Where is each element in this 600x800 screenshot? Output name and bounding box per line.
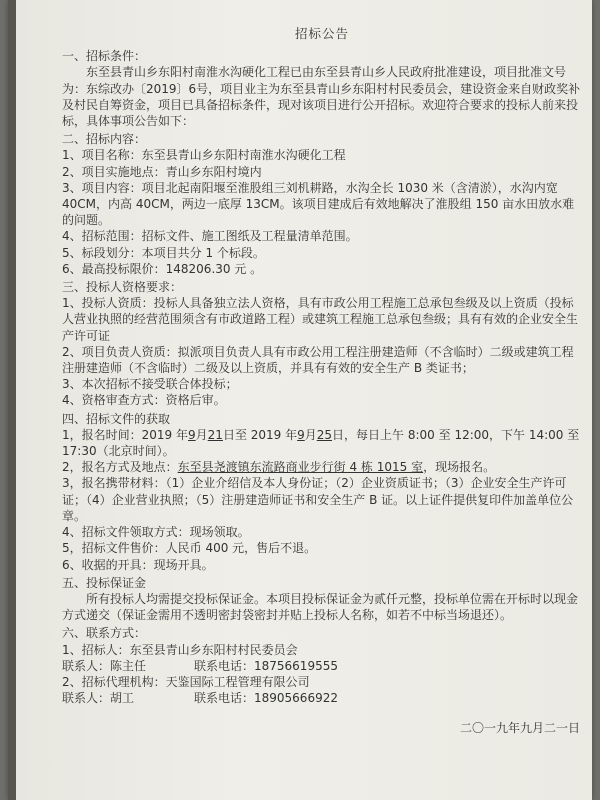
section-3-heading: 三、投标人资格要求： [62,280,183,295]
document-content [62,26,582,737]
section-6-heading: 六、联系方式： [62,626,147,641]
section-4 [62,411,582,573]
contact-line: 联系人：陈主任 联系电话：18756619555 [62,658,338,673]
section-2-item: 2、项目实施地点：青山乡东阳村境内 [62,164,262,179]
end-month: 9 [297,427,305,442]
section-3-item: 1、投标人资质：投标人具备独立法人资格，具有市政公用工程施工总承包叁级及以上资质（投标人营业执照的经营范围须含有市政道路工程）或建筑工程施工总承包叁级；具有有效的企业安全生产许可证 [62,296,579,343]
registration-location-prefix: 2，报名方式及地点： [62,460,178,475]
contact-line: 联系人：胡工 联系电话：18905666922 [62,691,338,706]
section-4-heading: 四、招标文件的获取 [62,411,171,426]
section-4-item: 6、收据的开具：现场开具。 [62,557,214,572]
section-2-item: 1、项目名称：东至县青山乡东阳村南淮水沟硬化工程 [62,148,346,163]
month-label: 月 [195,427,208,442]
registration-time [62,427,582,459]
month-label: 月 [304,427,317,442]
section-2 [62,131,582,277]
section-6 [62,625,582,706]
section-1-heading: 一、招标条件： [62,49,147,64]
contact-line: 2、招标代理机构：天鉴国际工程管理有限公司 [62,674,310,689]
section-1 [62,48,582,129]
section-4-item: 3，报名携带材料：（1）企业介绍信及本人身份证；（2）企业资质证书；（3）企业安全生产许可证；（4）企业营业执照；（5）注册建造师证书和安全生产 B 证。以上证件提供复印件加盖单位公章。 [62,476,574,523]
section-2-item: 6、最高投标限价：148206.30 元 。 [62,261,263,276]
start-month: 9 [188,427,196,442]
registration-time-prefix: 1，报名时间：2019 年 [62,427,188,442]
section-3-item: 3、本次招标不接受联合体投标； [62,377,238,392]
section-2-heading: 二、招标内容： [62,132,147,147]
section-2-item: 4、招标范围：招标文件、施工图纸及工程量清单范围。 [62,229,358,244]
section-4-item: 4、招标文件领取方式：现场领取。 [62,525,250,540]
section-2-item: 3、项目内容：项目北起南阳堰至淮股组三刘机耕路，水沟全长 1030 米（含清淤），水沟内宽 40CM，内高 40CM，两边一底厚 13CM。该项目建成后有效地解决了淮股组 150 亩水田放水难的问题。 [62,180,575,228]
registration-location-suffix: ，现场报名。 [423,460,496,475]
section-5-body: 所有投标人均需提交投标保证金。本项目投标保证金为贰仟元整，投标单位需在开标时以现金方式递交（保证金需用不透明密封袋密封并贴上投标人名称，如若不中标当场退还）。 [62,591,579,623]
end-day: 25 [316,427,333,442]
section-5-heading: 五、投标保证金 [62,575,147,590]
section-3-item: 4、资格审查方式：资格后审。 [62,393,226,408]
section-3 [62,279,582,409]
registration-time-suffix: 日，每日上午 8:00 至 12:00，下午 14:00 至 17:30（北京时间）。 [62,427,580,459]
registration-location [62,459,582,475]
section-2-item: 5、标段划分：本项目共分 1 个标段。 [62,245,265,260]
page-title: 招标公告 [294,26,349,41]
registration-time-middle: 日至 2019 年 [222,427,298,442]
contact-line: 1、招标人：东至县青山乡东阳村村民委员会 [62,642,298,657]
section-3-item: 2、项目负责人资质：拟派项目负责人具有市政公用工程注册建造师（不含临时）二级或建筑工程注册建造师（不含临时）二级及以上资质，并具有有效的安全生产 B 类证书； [62,344,574,376]
section-4-item: 5，招标文件售价：人民币 400 元，售后不退。 [62,541,317,556]
document-page [8,0,592,800]
issue-date: 二〇一九年九月二一日 [459,721,580,736]
registration-location-value: 东至县尧渡镇东流路商业步行街 4 栋 1015 室 [177,460,424,475]
page-edge-shadow [8,0,16,800]
section-1-body: 东至县青山乡东阳村南淮水沟硬化工程已由东至县青山乡人民政府批准建设，项目批准文号为：东综改办〔2019〕6号，项目业主为东至县青山乡东阳村村民委员会，建设资金来自财政奖补及村民自筹资金，项目已具备招标条件，现对该项目进行公开招标。欢迎符合要求的投标人前来投标，具体事项公告如下： [62,65,581,129]
start-day: 21 [207,427,223,442]
section-5 [62,575,582,624]
